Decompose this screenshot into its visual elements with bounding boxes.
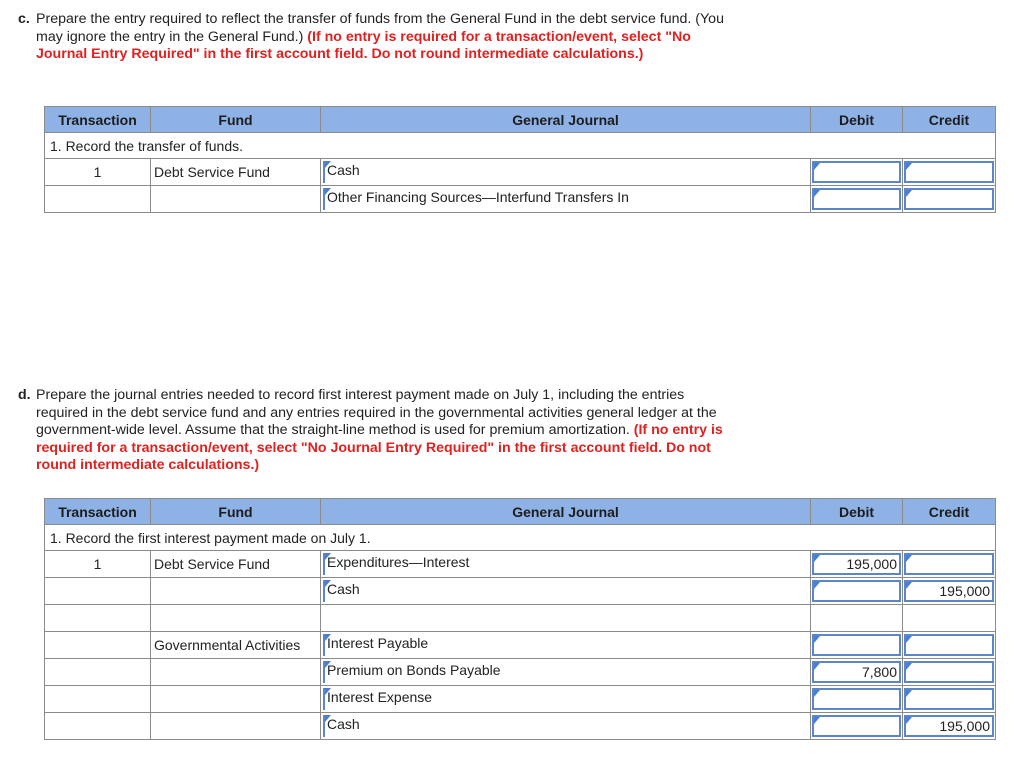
fund-name bbox=[151, 686, 321, 713]
credit-input[interactable] bbox=[904, 161, 994, 183]
col-fund: Fund bbox=[151, 107, 321, 133]
transaction-number bbox=[45, 713, 151, 740]
fund-name bbox=[151, 659, 321, 686]
part-d-journal-table bbox=[44, 498, 996, 740]
col-transaction: Transaction bbox=[45, 499, 151, 525]
fund-name bbox=[151, 578, 321, 605]
transaction-number bbox=[45, 605, 151, 632]
part-d-instructions bbox=[18, 387, 734, 475]
input-marker-icon bbox=[906, 190, 912, 197]
transaction-number: 1 bbox=[45, 159, 151, 186]
input-marker-icon bbox=[814, 690, 820, 697]
credit-input[interactable] bbox=[904, 188, 994, 210]
part-c-text: Prepare the entry required to reflect the transfer of funds from the General Fund in the debt service fund. (You may ignore the entry in the General Fund.) bbox=[36, 11, 724, 45]
debit-input[interactable] bbox=[812, 715, 901, 737]
section-label: 1. Record the transfer of funds. bbox=[45, 133, 996, 159]
fund-name bbox=[151, 186, 321, 213]
credit-input[interactable] bbox=[904, 661, 994, 683]
transaction-number: 1 bbox=[45, 551, 151, 578]
fund-name: Debt Service Fund bbox=[151, 159, 321, 186]
debit-cell bbox=[811, 605, 903, 632]
col-debit: Debit bbox=[811, 107, 903, 133]
fund-name bbox=[151, 713, 321, 740]
account-select[interactable]: Interest Expense bbox=[323, 688, 810, 710]
table-row bbox=[45, 186, 996, 213]
section-label: 1. Record the first interest payment made on July 1. bbox=[45, 525, 996, 551]
input-marker-icon bbox=[814, 717, 820, 724]
col-transaction: Transaction bbox=[45, 107, 151, 133]
part-c-journal-table bbox=[44, 106, 996, 213]
part-c-red-text: (If no entry is required for a transaction/event, select "No Journal Entry Required" in the first account field. Do not round intermediate calculations.) bbox=[36, 28, 691, 63]
credit-input[interactable] bbox=[904, 688, 994, 710]
input-marker-icon bbox=[814, 636, 820, 643]
dropdown-marker-icon bbox=[325, 580, 331, 587]
credit-input[interactable] bbox=[904, 553, 994, 575]
part-d-letter: d. bbox=[18, 387, 31, 403]
table-row bbox=[45, 159, 996, 186]
input-marker-icon bbox=[906, 555, 912, 562]
account-select[interactable]: Interest Payable bbox=[323, 634, 810, 656]
dropdown-marker-icon bbox=[325, 553, 331, 560]
part-c-instructions bbox=[18, 11, 734, 64]
dropdown-marker-icon bbox=[325, 161, 331, 168]
dropdown-marker-icon bbox=[325, 661, 331, 668]
section-row bbox=[45, 133, 996, 159]
debit-input[interactable] bbox=[812, 580, 901, 602]
transaction-number bbox=[45, 578, 151, 605]
dropdown-marker-icon bbox=[325, 715, 331, 722]
dropdown-marker-icon bbox=[325, 188, 331, 195]
credit-input[interactable]: 195,000 bbox=[904, 715, 994, 737]
transaction-number bbox=[45, 186, 151, 213]
col-general-journal: General Journal bbox=[321, 107, 811, 133]
col-credit: Credit bbox=[903, 499, 996, 525]
debit-input[interactable]: 7,800 bbox=[812, 661, 901, 683]
credit-input[interactable]: 195,000 bbox=[904, 580, 994, 602]
table-row bbox=[45, 659, 996, 686]
debit-input[interactable] bbox=[812, 188, 901, 210]
part-d-text: Prepare the journal entries needed to record first interest payment made on July 1, including the entries required in the debt service fund and any entries required in the governmental activities general ledger at the government-wide level. Assume that the straight-line method is used for premium amortization. bbox=[36, 387, 717, 439]
account-select[interactable]: Cash bbox=[323, 580, 810, 602]
input-marker-icon bbox=[814, 190, 820, 197]
credit-input[interactable] bbox=[904, 634, 994, 656]
table-row bbox=[45, 686, 996, 713]
input-marker-icon bbox=[814, 582, 820, 589]
part-c-letter: c. bbox=[18, 11, 30, 27]
debit-input[interactable] bbox=[812, 161, 901, 183]
fund-name: Governmental Activities bbox=[151, 632, 321, 659]
fund-name bbox=[151, 605, 321, 632]
col-fund: Fund bbox=[151, 499, 321, 525]
debit-input[interactable] bbox=[812, 688, 901, 710]
dropdown-marker-icon bbox=[325, 634, 331, 641]
input-marker-icon bbox=[814, 555, 820, 562]
table-row bbox=[45, 632, 996, 659]
account-select[interactable]: Cash bbox=[323, 715, 810, 737]
transaction-number bbox=[45, 686, 151, 713]
account-select[interactable]: Other Financing Sources—Interfund Transfers In bbox=[323, 188, 810, 210]
fund-name: Debt Service Fund bbox=[151, 551, 321, 578]
debit-input[interactable]: 195,000 bbox=[812, 553, 901, 575]
table-header-row bbox=[45, 499, 996, 525]
input-marker-icon bbox=[906, 690, 912, 697]
input-marker-icon bbox=[906, 582, 912, 589]
dropdown-marker-icon bbox=[325, 688, 331, 695]
col-general-journal: General Journal bbox=[321, 499, 811, 525]
account-select[interactable]: Cash bbox=[323, 161, 810, 183]
account-select[interactable]: Premium on Bonds Payable bbox=[323, 661, 810, 683]
input-marker-icon bbox=[906, 163, 912, 170]
input-marker-icon bbox=[906, 663, 912, 670]
section-row bbox=[45, 525, 996, 551]
account-cell bbox=[321, 605, 811, 632]
input-marker-icon bbox=[906, 636, 912, 643]
input-marker-icon bbox=[814, 663, 820, 670]
table-row bbox=[45, 713, 996, 740]
debit-input[interactable] bbox=[812, 634, 901, 656]
account-select[interactable]: Expenditures—Interest bbox=[323, 553, 810, 575]
table-row bbox=[45, 605, 996, 632]
part-d-red-text: (If no entry is required for a transaction/event, select "No Journal Entry Required" in the first account field. Do not round intermediate calculations.) bbox=[36, 422, 723, 474]
table-header-row bbox=[45, 107, 996, 133]
credit-cell bbox=[903, 605, 996, 632]
input-marker-icon bbox=[814, 163, 820, 170]
col-debit: Debit bbox=[811, 499, 903, 525]
input-marker-icon bbox=[906, 717, 912, 724]
transaction-number bbox=[45, 632, 151, 659]
table-row bbox=[45, 578, 996, 605]
transaction-number bbox=[45, 659, 151, 686]
table-row bbox=[45, 551, 996, 578]
col-credit: Credit bbox=[903, 107, 996, 133]
